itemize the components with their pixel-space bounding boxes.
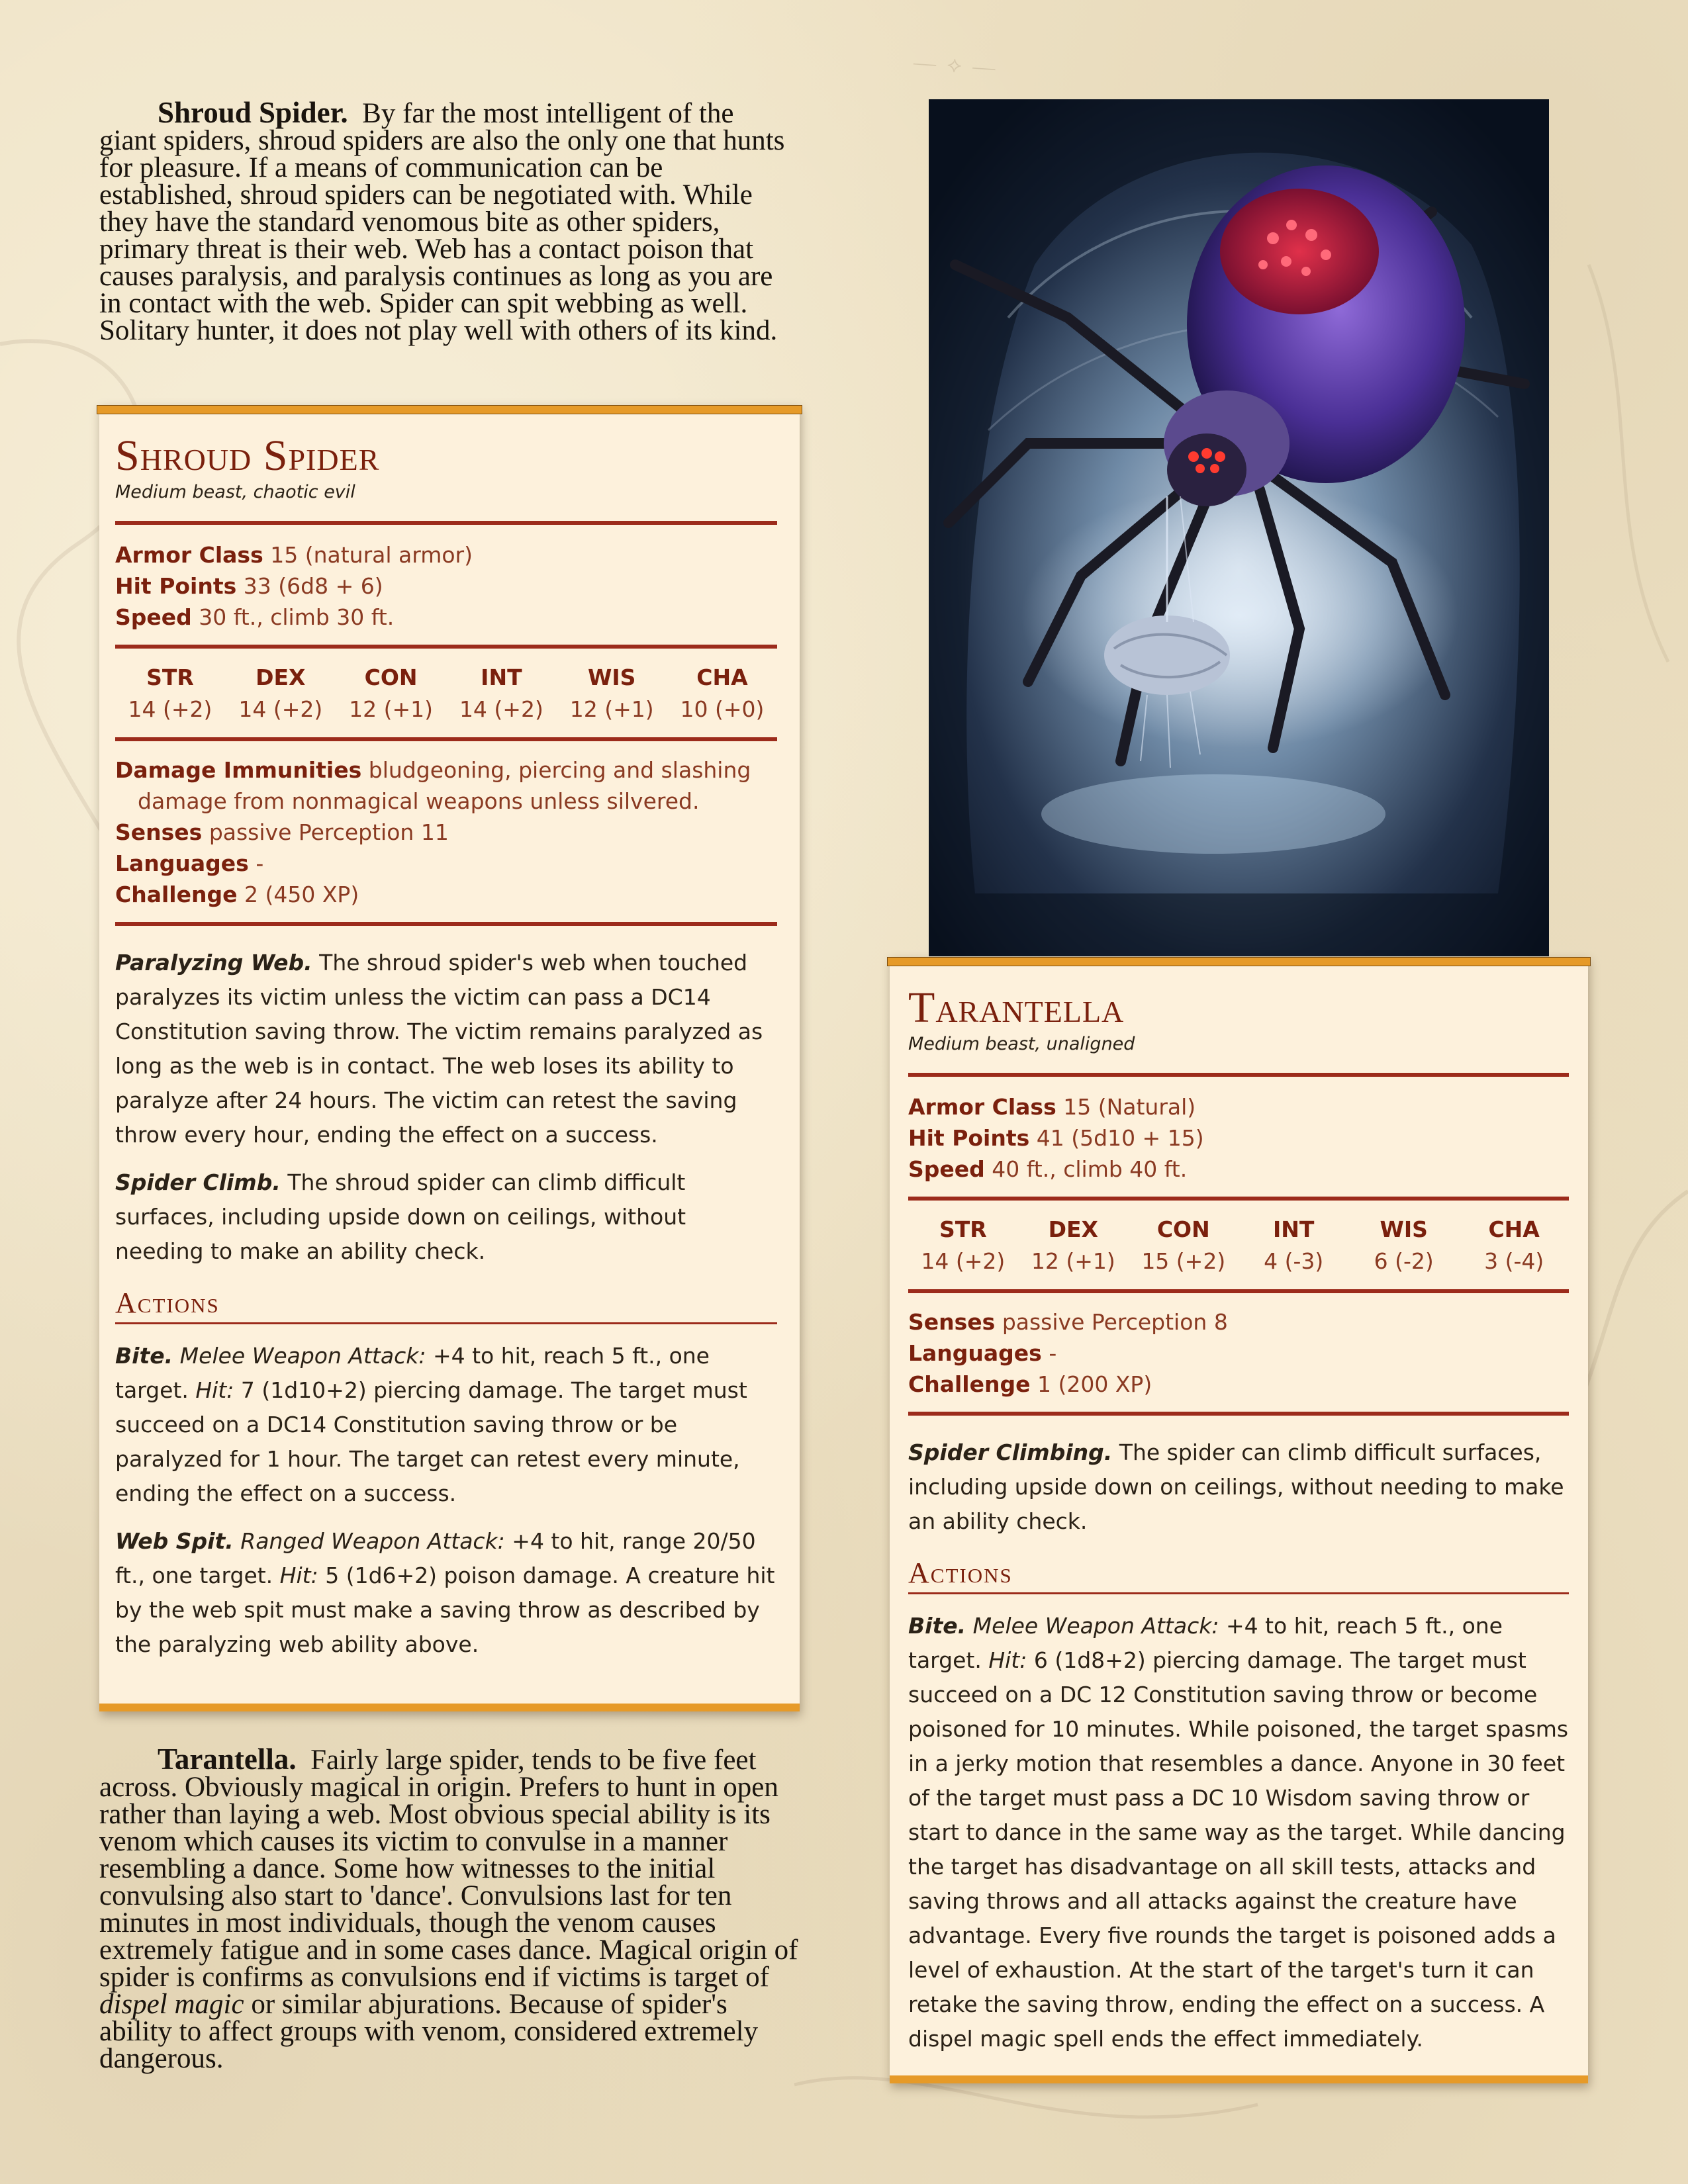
- shroud-challenge: Challenge 2 (450 XP): [115, 882, 359, 907]
- shroud-trait-spider-climb: Spider Climb. The shroud spider can climb difficult surfaces, including upside down on ceilings, without needing to make an ability check.: [115, 1169, 686, 1264]
- ability-str: STR 14 (+2): [921, 1216, 1006, 1274]
- tarantella-action-bite: Bite. Melee Weapon Attack: +4 to hit, reach 5 ft., one target. Hit: 6 (1d8+2) piercing damage. The target must succeed on a DC 12 Constitution saving throw or become poisoned for 10 minutes. While poisoned, the target spasms in a jerky motion that resembles a dance. Anyone in 30 feet of the target must pass a DC 10 Wisdom saving throw or start to dance in the same way as the target. While dancing the target has disadvantage on all skill tests, attacks and saving throws and all attacks against the creature have advantage. Every five rounds the target is poisoned adds a level of exhaustion. At the start of the target's turn it can retake the saving throw, ending the effect on a success. A dispel magic spell ends the effect immediately.: [908, 1613, 1569, 2052]
- shroud-senses: Senses passive Perception 11: [115, 819, 449, 845]
- shroud-hit-points: Hit Points 33 (6d8 + 6): [115, 573, 383, 599]
- shroud-speed: Speed 30 ft., climb 30 ft.: [115, 604, 395, 630]
- statblock-top-bar: [97, 405, 802, 414]
- ability-cha: CHA 10 (+0): [680, 664, 765, 722]
- ability-int: INT 14 (+2): [459, 664, 543, 722]
- shroud-languages: Languages -: [115, 850, 264, 876]
- tarantella-lore-spell: dispel magic: [99, 1989, 244, 2020]
- ability-con: CON 15 (+2): [1141, 1216, 1226, 1274]
- shroud-action-bite: Bite. Melee Weapon Attack: +4 to hit, reach 5 ft., one target. Hit: 7 (1d10+2) piercing damage. The target must succeed on a DC14 Constitution saving throw or be paralyzed for 1 hour. The target can retest every minute, ending the effect on a success.: [115, 1343, 747, 1506]
- shroud-subtitle: Medium beast, chaotic evil: [115, 482, 355, 502]
- tarantella-lore: [99, 1743, 801, 2074]
- divider: [115, 737, 777, 741]
- ability-int: INT 4 (-3): [1264, 1216, 1324, 1274]
- ability-dex: DEX 14 (+2): [238, 664, 323, 722]
- tarantella-languages: Languages -: [908, 1340, 1057, 1366]
- divider: [115, 521, 777, 525]
- shroud-lore-lead: Shroud Spider.: [158, 96, 348, 129]
- ability-con: CON 12 (+1): [349, 664, 434, 722]
- tarantella-armor-class: Armor Class 15 (Natural): [908, 1094, 1196, 1120]
- tarantella-speed: Speed 40 ft., climb 40 ft.: [908, 1156, 1188, 1182]
- tarantella-subtitle: Medium beast, unaligned: [908, 1034, 1135, 1054]
- tarantella-senses: Senses passive Perception 8: [908, 1309, 1228, 1335]
- ability-str: STR 14 (+2): [128, 664, 212, 722]
- ability-cha: CHA 3 (-4): [1484, 1216, 1544, 1274]
- tarantella-statblock: [890, 957, 1588, 2083]
- shroud-action-web-spit: Web Spit. Ranged Weapon Attack: +4 to hit, range 20/50 ft., one target. Hit: 5 (1d6+2) poison damage. A creature hit by the web spit must make a saving throw as described by the paralyzing web ability above.: [115, 1528, 775, 1657]
- ability-dex: DEX 12 (+1): [1031, 1216, 1115, 1274]
- tarantella-lore-text-a: Fairly large spider, tends to be five feet across. Obviously magical in origin. Prefers to hunt in open rather than laying a web. Most obvious special ability is its venom which causes its victim to convulse in a manner resembling a dance. Some how witnesses to the initial convulsing also start to 'dance'. Convulsions last for ten minutes in most individuals, though the venom causes extremely fatigue and in some cases dance. Magical origin of spider is confirms as convulsions end if victims is target of: [99, 1745, 798, 1993]
- tarantella-trait-spider-climbing: Spider Climbing. The spider can climb difficult surfaces, including upside down on ceilings, without needing to make an ability check.: [908, 1439, 1564, 1534]
- tarantella-hit-points: Hit Points 41 (5d10 + 15): [908, 1125, 1204, 1151]
- tarantella-lore-text-b: or similar abjurations. Because of spider's ability to affect groups with venom, considered extremely dangerous.: [99, 1989, 759, 2074]
- shroud-trait-paralyzing-web: Paralyzing Web. The shroud spider's web when touched paralyzes its victim unless the victim can pass a DC14 Constitution saving throw. The victim remains paralyzed as long as the web is in contact. The web loses its ability to paralyze after 24 hours. The victim can retest the saving throw every hour, ending the effect on a success.: [115, 950, 763, 1148]
- spider-artwork: [929, 99, 1549, 956]
- tarantella-actions-heading: Actions: [908, 1556, 1569, 1594]
- divider: [908, 1289, 1569, 1293]
- tarantella-name: Tarantella: [908, 983, 1125, 1032]
- shroud-spider-statblock: [99, 405, 800, 1711]
- divider: [115, 922, 777, 926]
- divider: [908, 1412, 1569, 1416]
- shroud-ability-scores: [115, 662, 777, 725]
- shroud-name: Shroud Spider: [115, 432, 380, 480]
- map-watermark: — ⟡ —: [912, 50, 999, 81]
- ability-wis: WIS 12 (+1): [569, 664, 654, 722]
- tarantella-ability-scores: [908, 1214, 1569, 1277]
- shroud-spider-lore: [99, 96, 794, 346]
- statblock-top-bar: [887, 957, 1591, 966]
- tarantella-challenge: Challenge 1 (200 XP): [908, 1371, 1152, 1397]
- divider: [908, 1197, 1569, 1201]
- shroud-armor-class: Armor Class 15 (natural armor): [115, 542, 473, 568]
- tarantella-lore-lead: Tarantella.: [158, 1743, 297, 1776]
- shroud-lore-text: By far the most intelligent of the giant spiders, shroud spiders are also the only one that hunts for pleasure. If a means of communication can be established, shroud spiders can be negotiated with. While they have the standard venomous bite as other spiders, primary threat is their web. Web has a contact poison that causes paralysis, and paralysis continues as long as you are in contact with the web. Spider can spit webbing as well. Solitary hunter, it does not play well with others of its kind.: [99, 98, 785, 346]
- divider: [115, 645, 777, 649]
- shroud-spider-illustration: [929, 99, 1549, 956]
- divider: [908, 1073, 1569, 1077]
- shroud-damage-immunities: Damage Immunities bludgeoning, piercing and slashing damage from nonmagical weapons unless silvered.: [115, 757, 751, 814]
- shroud-actions-heading: Actions: [115, 1286, 777, 1324]
- ability-wis: WIS 6 (-2): [1374, 1216, 1434, 1274]
